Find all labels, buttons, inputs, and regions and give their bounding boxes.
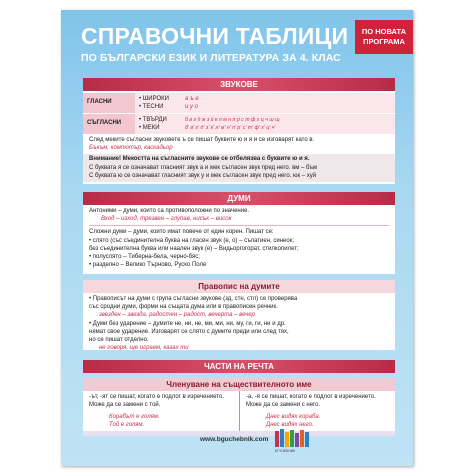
consonants-soft: • МЕКИ: [139, 125, 160, 131]
vowels-narrow-examples: и у о: [185, 104, 199, 110]
consonant-group-example: звезден – звезда, радостен – радост, вечерта – вечер: [99, 312, 255, 319]
reference-sheet: [61, 10, 413, 466]
vowels-wide-examples: а ъ е: [185, 96, 199, 102]
articles-heading: Членуване на съществителното име: [83, 378, 395, 391]
full-article-rule: -ът, -ят се пишат, когато е подлог в изречението.: [89, 394, 224, 400]
parts-of-speech-bar: [83, 360, 395, 374]
vowels-label: ГЛАСНИ: [83, 93, 135, 113]
antonyms-example: Вход – изход, трезвен – глупав, нисък – висок: [101, 216, 232, 223]
short-article-example-2: Днес видях него.: [266, 422, 314, 428]
full-article-rule-2: Може да се замени с той.: [89, 402, 161, 408]
spelling-panel: [83, 280, 395, 350]
yu-rule: С буквата ю се означават гласният звук у и мек съгласен звук пред него. юк – хуй: [89, 172, 317, 179]
words-heading: ДУМИ: [83, 192, 395, 205]
consonants-types: [135, 114, 181, 134]
words-panel: [83, 192, 395, 274]
publisher-logo-text: БГУЧЕБНИК: [275, 449, 296, 453]
spelling-heading: Правопис на думите: [83, 280, 395, 293]
publisher-url[interactable]: www.bguchebnik.com: [200, 436, 269, 443]
articles-columns: [83, 391, 395, 431]
unstressed-rule: • Думи без ударение – думите не, ни, не, ми, ми, ни, му, ги, ги, ни и др.: [89, 320, 286, 327]
full-article-example-2: Той е голям.: [109, 422, 145, 428]
badge-line-2: ПРОГРАМА: [363, 37, 405, 46]
new-program-badge: [355, 20, 413, 54]
title-block: [81, 24, 348, 64]
short-article-column: [239, 391, 395, 431]
full-article-example-1: Корабът е голям.: [109, 414, 160, 420]
vowels-types: [135, 93, 181, 113]
compound-words-block: [83, 226, 395, 271]
sounds-panel: [83, 78, 395, 184]
vowels-narrow: • ТЕСНИ: [139, 104, 164, 110]
badge-line-1: ПО НОВАТА: [361, 27, 407, 36]
unstressed-rule-2: нямат свое ударение. Изговарят се слято с думите преди или след тях,: [89, 328, 289, 335]
consonant-group-rule-2: със сродни думи, форми на същата дума или в правописен речник.: [89, 304, 278, 311]
attention-line: Внимание! Мекостта на съгласните звукове се отбелязва с буквите ю и я.: [89, 156, 310, 163]
consonants-row: [83, 114, 395, 134]
soft-rule-line: След меките съгласни звуковете ъ се пишат буквите ю и я и се изговарят като в.: [89, 137, 315, 143]
compound-separate: • разделно – Велико Търново, Руско Поле: [89, 262, 207, 269]
compound-joined-2: без съединителна буква или наален звук (е) – Видьоргогорат, стилкопилет;: [89, 245, 299, 252]
page-subtitle: ПО БЪЛГАРСКИ ЕЗИК И ЛИТЕРАТУРА ЗА 4. КЛАС: [81, 52, 341, 64]
consonants-hard: • ТВЪРДИ: [139, 117, 167, 123]
sounds-heading: ЗВУКОВЕ: [83, 78, 395, 91]
consonant-group-rule: • Правописът на думи с група съгласни звукове (зд, стн, стл) се проверява: [89, 296, 298, 302]
soft-rule-example: Бъкъм, компютър, каскадьор: [89, 145, 173, 152]
short-article-rule: -а, -я се пишат, когато е подлог в изречението.: [246, 394, 376, 400]
attention-note: [83, 154, 395, 182]
full-article-column: [83, 391, 239, 431]
articles-panel: [83, 378, 395, 436]
short-article-example-1: Днес видях кораба.: [266, 414, 321, 420]
consonants-label: СЪГЛАСНИ: [83, 114, 135, 134]
page-title: СПРАВОЧНИ ТАБЛИЦИ: [81, 23, 349, 49]
ya-rule: С буквата я се означават гласният звук а и мек съгласен звук пред него. вм – бъм: [89, 164, 318, 171]
soft-rule-text: [83, 134, 395, 154]
vowels-wide: • ШИРОКИ: [139, 96, 169, 102]
unstressed-example: не говоря, ще играем, казах ти: [99, 345, 189, 352]
compound-line: Сложни думи – думи, които имат повече от един корен. Пишат се:: [89, 229, 274, 236]
parts-of-speech-heading: ЧАСТИ НА РЕЧТА: [83, 360, 395, 373]
spelling-rules: [83, 293, 395, 354]
consonants-examples: [181, 114, 395, 134]
vowels-row: [83, 93, 395, 113]
books-logo-icon: [273, 428, 315, 448]
unstressed-rule-3: но се пишат отделно.: [89, 337, 149, 344]
vowels-examples: [181, 93, 395, 113]
compound-joined: • слято (със съединителна буква на гласен звук (е, о) – съпатиен, синеок;: [89, 237, 295, 244]
short-article-rule-2: Може да се замени с него.: [246, 402, 321, 408]
antonyms-line: Антоними – думи, които са противоположни по значение.: [89, 208, 250, 214]
antonyms-block: [83, 205, 395, 225]
consonants-hard-examples: б в г д ж з й к л м н п р с т ф х ц ч ш щ: [185, 117, 280, 123]
compound-hyphenated: • полуслято – Тиберна-бела, черно-бяс;: [89, 254, 200, 261]
consonants-soft-examples: б' в' г' д' з' к' л' м' н' п' р' с' т' ф' х' ц' ч': [185, 125, 276, 131]
